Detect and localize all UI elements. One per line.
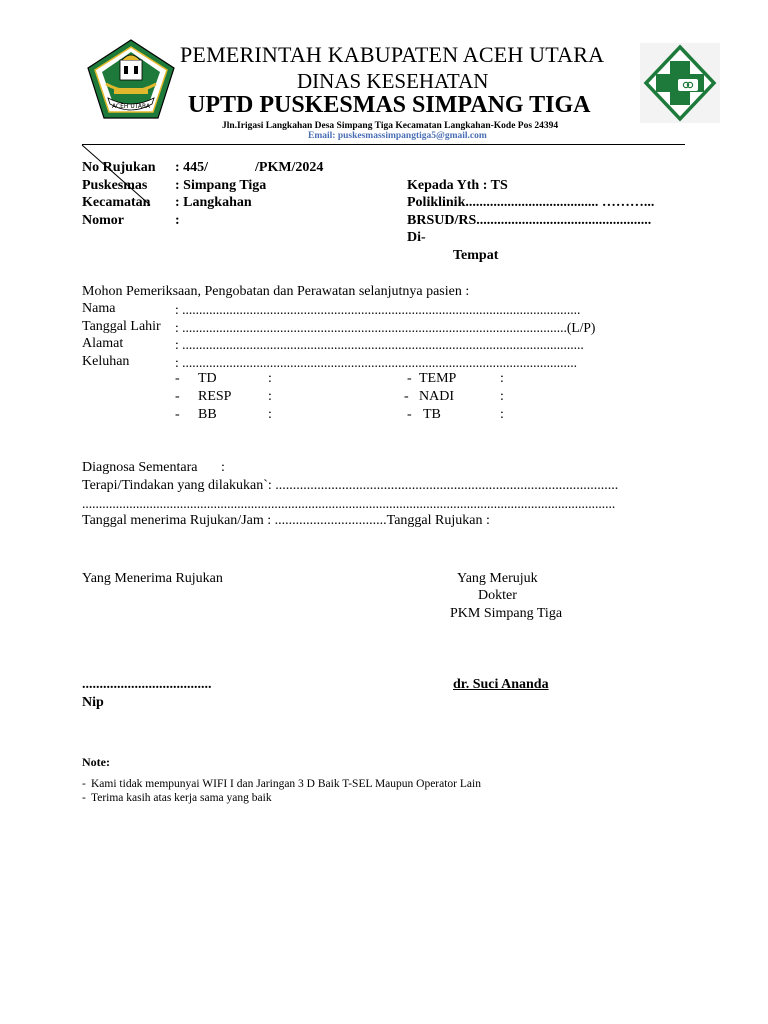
- recipient-line: Kepada Yth : TS: [407, 178, 508, 193]
- vital-dash: -: [407, 407, 412, 422]
- diagnosa-colon: :: [221, 460, 225, 475]
- di-line: Di-: [407, 230, 426, 245]
- nama-label: Nama: [82, 301, 116, 316]
- kecamatan-label: Kecamatan: [82, 195, 151, 210]
- diagnosa-label: Diagnosa Sementara: [82, 460, 198, 475]
- vital-dash: -: [175, 371, 180, 386]
- poliklinik-line: Poliklinik...................................... ………...: [407, 195, 655, 210]
- header-government: PEMERINTAH KABUPATEN ACEH UTARA: [180, 42, 605, 67]
- note-dash: -: [82, 778, 86, 790]
- vital-colon: :: [268, 389, 272, 404]
- tempat-line: Tempat: [453, 248, 499, 263]
- vital-dash: -: [175, 389, 180, 404]
- vital-colon: :: [268, 371, 272, 386]
- puskesmas-label: Puskesmas: [82, 178, 148, 193]
- tanggal-lahir-field: : ..................................................................................................................(L/P): [175, 320, 596, 335]
- tanggal-rujukan-line: Tanggal menerima Rujukan/Jam : ................................Tanggal Rujukan :: [82, 513, 490, 528]
- nomor-value: :: [175, 213, 180, 228]
- puskesmas-value: : Simpang Tiga: [175, 178, 267, 193]
- nomor-label: Nomor: [82, 213, 124, 228]
- nama-field: : ......................................................................................................................: [175, 302, 581, 317]
- referrer-title: Yang Merujuk: [457, 571, 538, 586]
- referrer-role: Dokter: [478, 588, 517, 603]
- receiver-nip: Nip: [82, 695, 104, 710]
- header-department: DINAS KESEHATAN: [297, 69, 489, 93]
- note-dash: -: [82, 792, 86, 804]
- vital-nadi-label: NADI: [419, 389, 454, 404]
- kecamatan-value: : Langkahan: [175, 195, 252, 210]
- alamat-label: Alamat: [82, 336, 124, 351]
- header-institution: UPTD PUSKESMAS SIMPANG TIGA: [188, 92, 591, 118]
- receiver-title: Yang Menerima Rujukan: [82, 571, 223, 586]
- request-intro: Mohon Pemeriksaan, Pengobatan dan Perawatan selanjutnya pasien :: [82, 284, 470, 299]
- terapi-line: Terapi/Tindakan yang dilakukan`: ..................................................................................................: [82, 478, 619, 493]
- aceh-utara-emblem-icon: [86, 38, 176, 120]
- vital-dash: -: [407, 371, 412, 386]
- header-email: Email: puskesmassimpangtiga5@gmail.com: [308, 131, 487, 141]
- keluhan-label: Keluhan: [82, 354, 130, 369]
- puskesmas-cross-icon: [640, 43, 720, 123]
- vital-dash: -: [404, 389, 409, 404]
- vital-resp-label: RESP: [198, 389, 232, 404]
- note-item: Terima kasih atas kerja sama yang baik: [91, 792, 272, 804]
- no-rujukan-suffix: /PKM/2024: [255, 160, 324, 175]
- vital-tb-label: TB: [423, 407, 441, 422]
- brsud-line: BRSUD/RS..................................................: [407, 213, 652, 228]
- alamat-field: : .......................................................................................................................: [175, 337, 584, 352]
- vital-colon: :: [500, 389, 504, 404]
- vital-dash: -: [175, 407, 180, 422]
- terapi-dots-line: ..............................................................................................................................................................: [82, 496, 616, 511]
- doctor-name: dr. Suci Ananda: [453, 677, 549, 692]
- no-rujukan-value: : 445/: [175, 160, 209, 175]
- no-rujukan-label: No Rujukan: [82, 160, 156, 175]
- vital-colon: :: [268, 407, 272, 422]
- emblem-text: ACEH UTARA: [111, 103, 151, 110]
- vital-td-label: TD: [198, 371, 217, 386]
- tanggal-lahir-label: Tanggal Lahir: [82, 319, 161, 334]
- referrer-place: PKM Simpang Tiga: [450, 606, 563, 621]
- note-title: Note:: [82, 755, 110, 769]
- header-address: Jln.Irigasi Langkahan Desa Simpang Tiga Kecamatan Langkahan-Kode Pos 24394: [222, 121, 559, 131]
- vital-colon: :: [500, 407, 504, 422]
- header-divider: [82, 144, 685, 145]
- vital-temp-label: TEMP: [419, 371, 457, 386]
- vital-bb-label: BB: [198, 407, 217, 422]
- note-item: Kami tidak mempunyai WIFI I dan Jaringan 3 D Baik T-SEL Maupun Operator Lain: [91, 778, 481, 790]
- vital-colon: :: [500, 371, 504, 386]
- receiver-signature-line: .....................................: [82, 677, 212, 692]
- keluhan-field: : .....................................................................................................................: [175, 355, 578, 370]
